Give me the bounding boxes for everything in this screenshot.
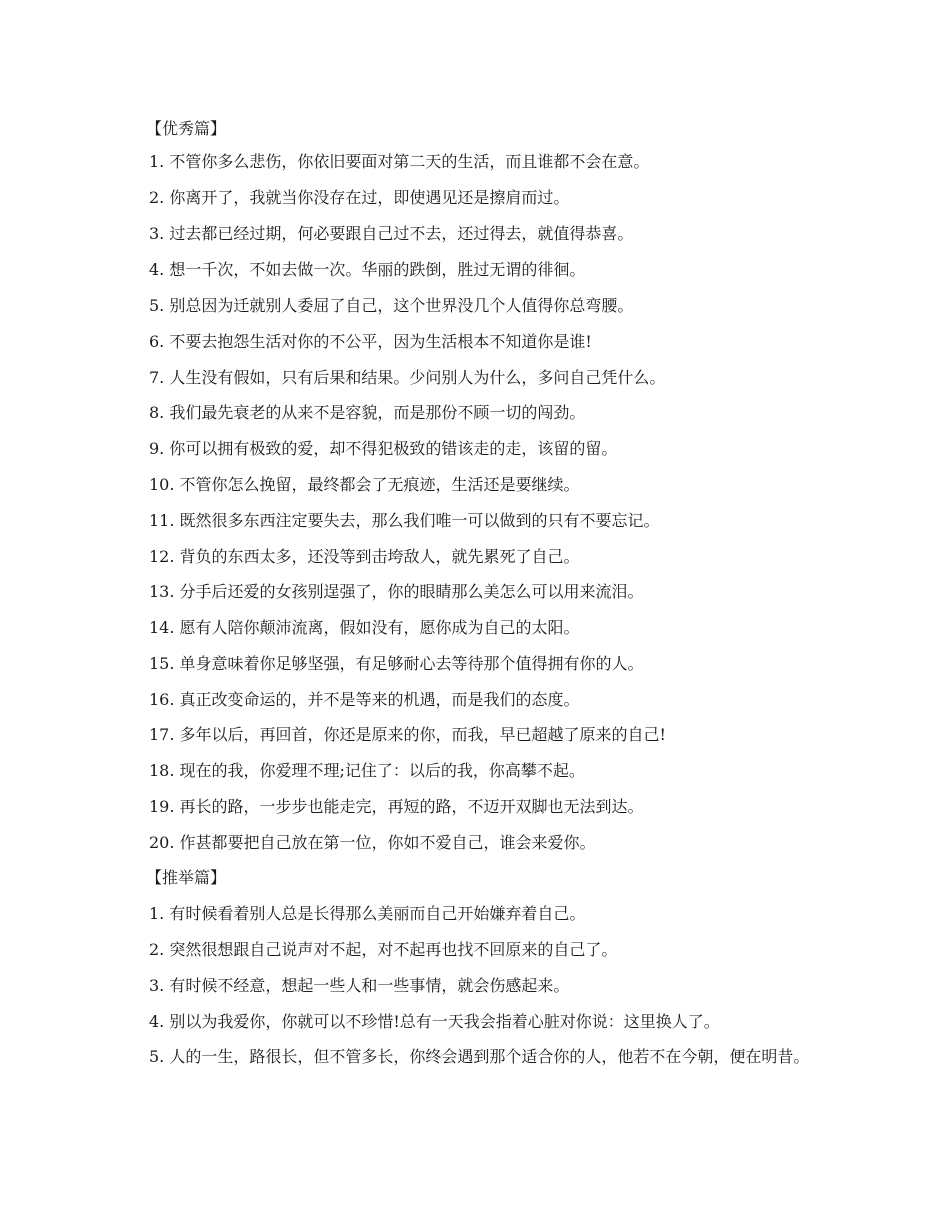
- list-item: 15. 单身意味着你足够坚强，有足够耐心去等待那个值得拥有你的人。: [149, 654, 644, 673]
- list-item: 19. 再长的路，一步步也能走完，再短的路，不迈开双脚也无法到达。: [149, 797, 644, 816]
- list-item: 11. 既然很多东西注定要失去，那么我们唯一可以做到的只有不要忘记。: [149, 511, 660, 530]
- list-item: 18. 现在的我，你爱理不理;记住了：以后的我，你高攀不起。: [149, 761, 585, 780]
- list-item: 6. 不要去抱怨生活对你的不公平，因为生活根本不知道你是谁!: [149, 332, 592, 351]
- list-item: 5. 别总因为迁就别人委屈了自己，这个世界没几个人值得你总弯腰。: [149, 296, 634, 315]
- list-item: 1. 有时候看着别人总是长得那么美丽而自己开始嫌弃着自己。: [149, 904, 586, 923]
- list-item: 12. 背负的东西太多，还没等到击垮敌人，就先累死了自己。: [149, 547, 580, 566]
- section-heading-recommended: 【推举篇】: [146, 868, 227, 887]
- list-item: 8. 我们最先衰老的从来不是容貌，而是那份不顾一切的闯劲。: [149, 403, 586, 422]
- list-item: 16. 真正改变命运的，并不是等来的机遇，而是我们的态度。: [149, 690, 580, 709]
- list-item: 3. 过去都已经过期，何必要跟自己过不去，还过得去，就值得恭喜。: [149, 224, 634, 243]
- list-item: 20. 作甚都要把自己放在第一位，你如不爱自己，谁会来爱你。: [149, 833, 596, 852]
- list-item: 2. 突然很想跟自己说声对不起，对不起再也找不回原来的自己了。: [149, 940, 618, 959]
- section-heading-excellent: 【优秀篇】: [146, 119, 227, 138]
- list-item: 13. 分手后还爱的女孩别逞强了，你的眼睛那么美怎么可以用来流泪。: [149, 582, 644, 601]
- list-item: 1. 不管你多么悲伤，你依旧要面对第二天的生活，而且谁都不会在意。: [149, 152, 650, 171]
- list-item: 4. 想一千次，不如去做一次。华丽的跌倒，胜过无谓的徘徊。: [149, 260, 586, 279]
- list-item: 9. 你可以拥有极致的爱，却不得犯极致的错该走的走，该留的留。: [149, 439, 618, 458]
- list-item: 17. 多年以后，再回首，你还是原来的你，而我，早已超越了原来的自己!: [149, 725, 666, 744]
- list-item: 7. 人生没有假如，只有后果和结果。少问别人为什么，多问自己凭什么。: [149, 368, 666, 387]
- list-item-paragraph: 5. 人的一生，路很长，但不管多长，你终会遇到那个适合你的人，他若不在今朝，便在明昔。: [149, 1047, 810, 1066]
- list-item: 10. 不管你怎么挽留，最终都会了无痕迹，生活还是要继续。: [149, 475, 580, 494]
- list-item: 3. 有时候不经意，想起一些人和一些事情，就会伤感起来。: [149, 976, 570, 995]
- list-item: 2. 你离开了，我就当你没存在过，即使遇见还是擦肩而过。: [149, 188, 570, 207]
- list-item: 14. 愿有人陪你颠沛流离，假如没有，愿你成为自己的太阳。: [149, 618, 580, 637]
- list-item: 4. 别以为我爱你，你就可以不珍惜!总有一天我会指着心脏对你说：这里换人了。: [149, 1012, 720, 1031]
